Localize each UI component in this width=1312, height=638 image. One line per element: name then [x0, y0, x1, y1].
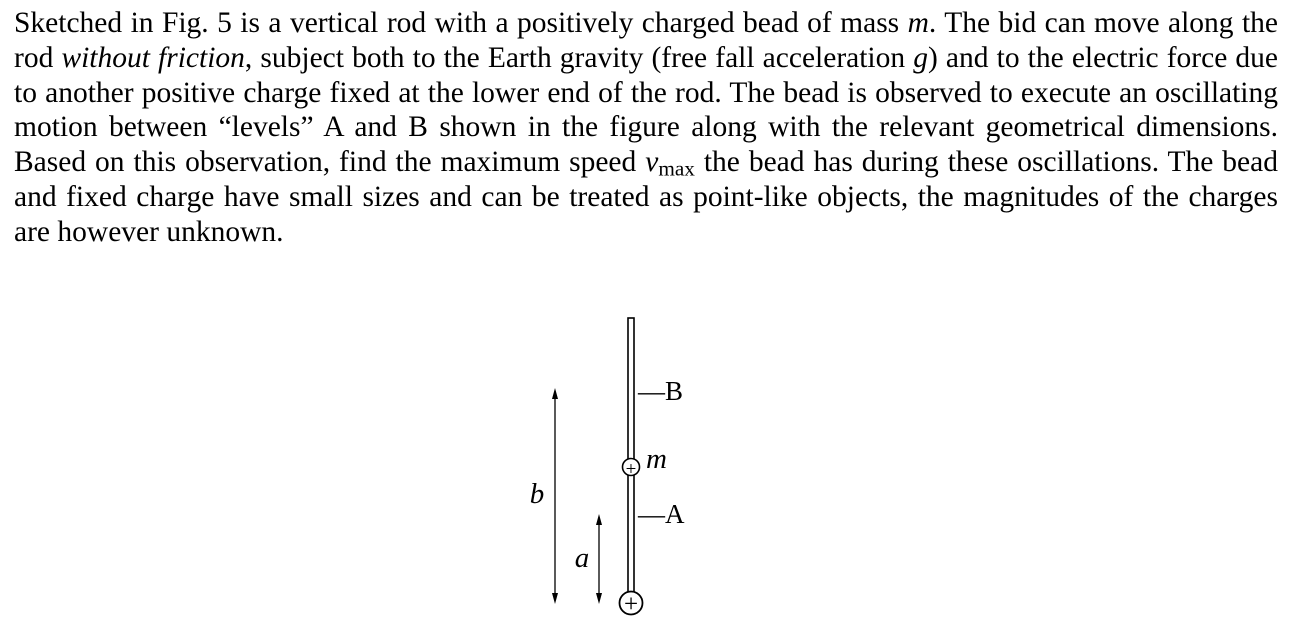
rod	[628, 318, 634, 592]
dimension-b-arrow	[552, 388, 558, 604]
var-v: v	[645, 146, 659, 179]
emphasis-without-friction: without friction	[61, 41, 245, 74]
dimension-a-label: a	[574, 542, 590, 574]
text-part-1: Sketched in Fig. 5 is a vertical rod with a positively charged bead of mass	[14, 7, 908, 39]
dimension-b-label: b	[529, 478, 545, 510]
text-part-3: , subject both to the Earth gravity (free fall acceleration	[244, 41, 914, 74]
level-a-marker	[637, 499, 685, 529]
fixed-charge	[620, 591, 643, 618]
text-part-4: ) and to the electric force due to another positive charge fixed at the lower end of the rod. The bead is observed to execute an oscillating motion between “levels” A and B shown in the figure along with the relevant geometrical dimensions. Based on this observation, find the maximum speed	[14, 41, 1279, 179]
mass-label-m: m	[646, 443, 667, 475]
var-v-subscript: max	[658, 156, 695, 181]
text-part-2: . The bid can move along the rod	[14, 7, 1278, 74]
var-m: m	[907, 7, 929, 39]
bead	[623, 459, 640, 481]
level-b-marker	[637, 376, 683, 406]
dimension-a-arrow	[596, 514, 602, 604]
level-b-label: —B	[638, 376, 684, 406]
fixed-charge-plus-sign: +	[623, 591, 639, 618]
text-part-5: the bead has during these oscillations. The bead and fixed charge have small sizes and can be treated as point-like objects, the magnitudes of the charges are however unknown.	[14, 146, 1278, 248]
var-g: g	[913, 41, 928, 74]
level-a-label: —A	[638, 499, 685, 529]
bead-plus-sign: +	[625, 459, 637, 480]
